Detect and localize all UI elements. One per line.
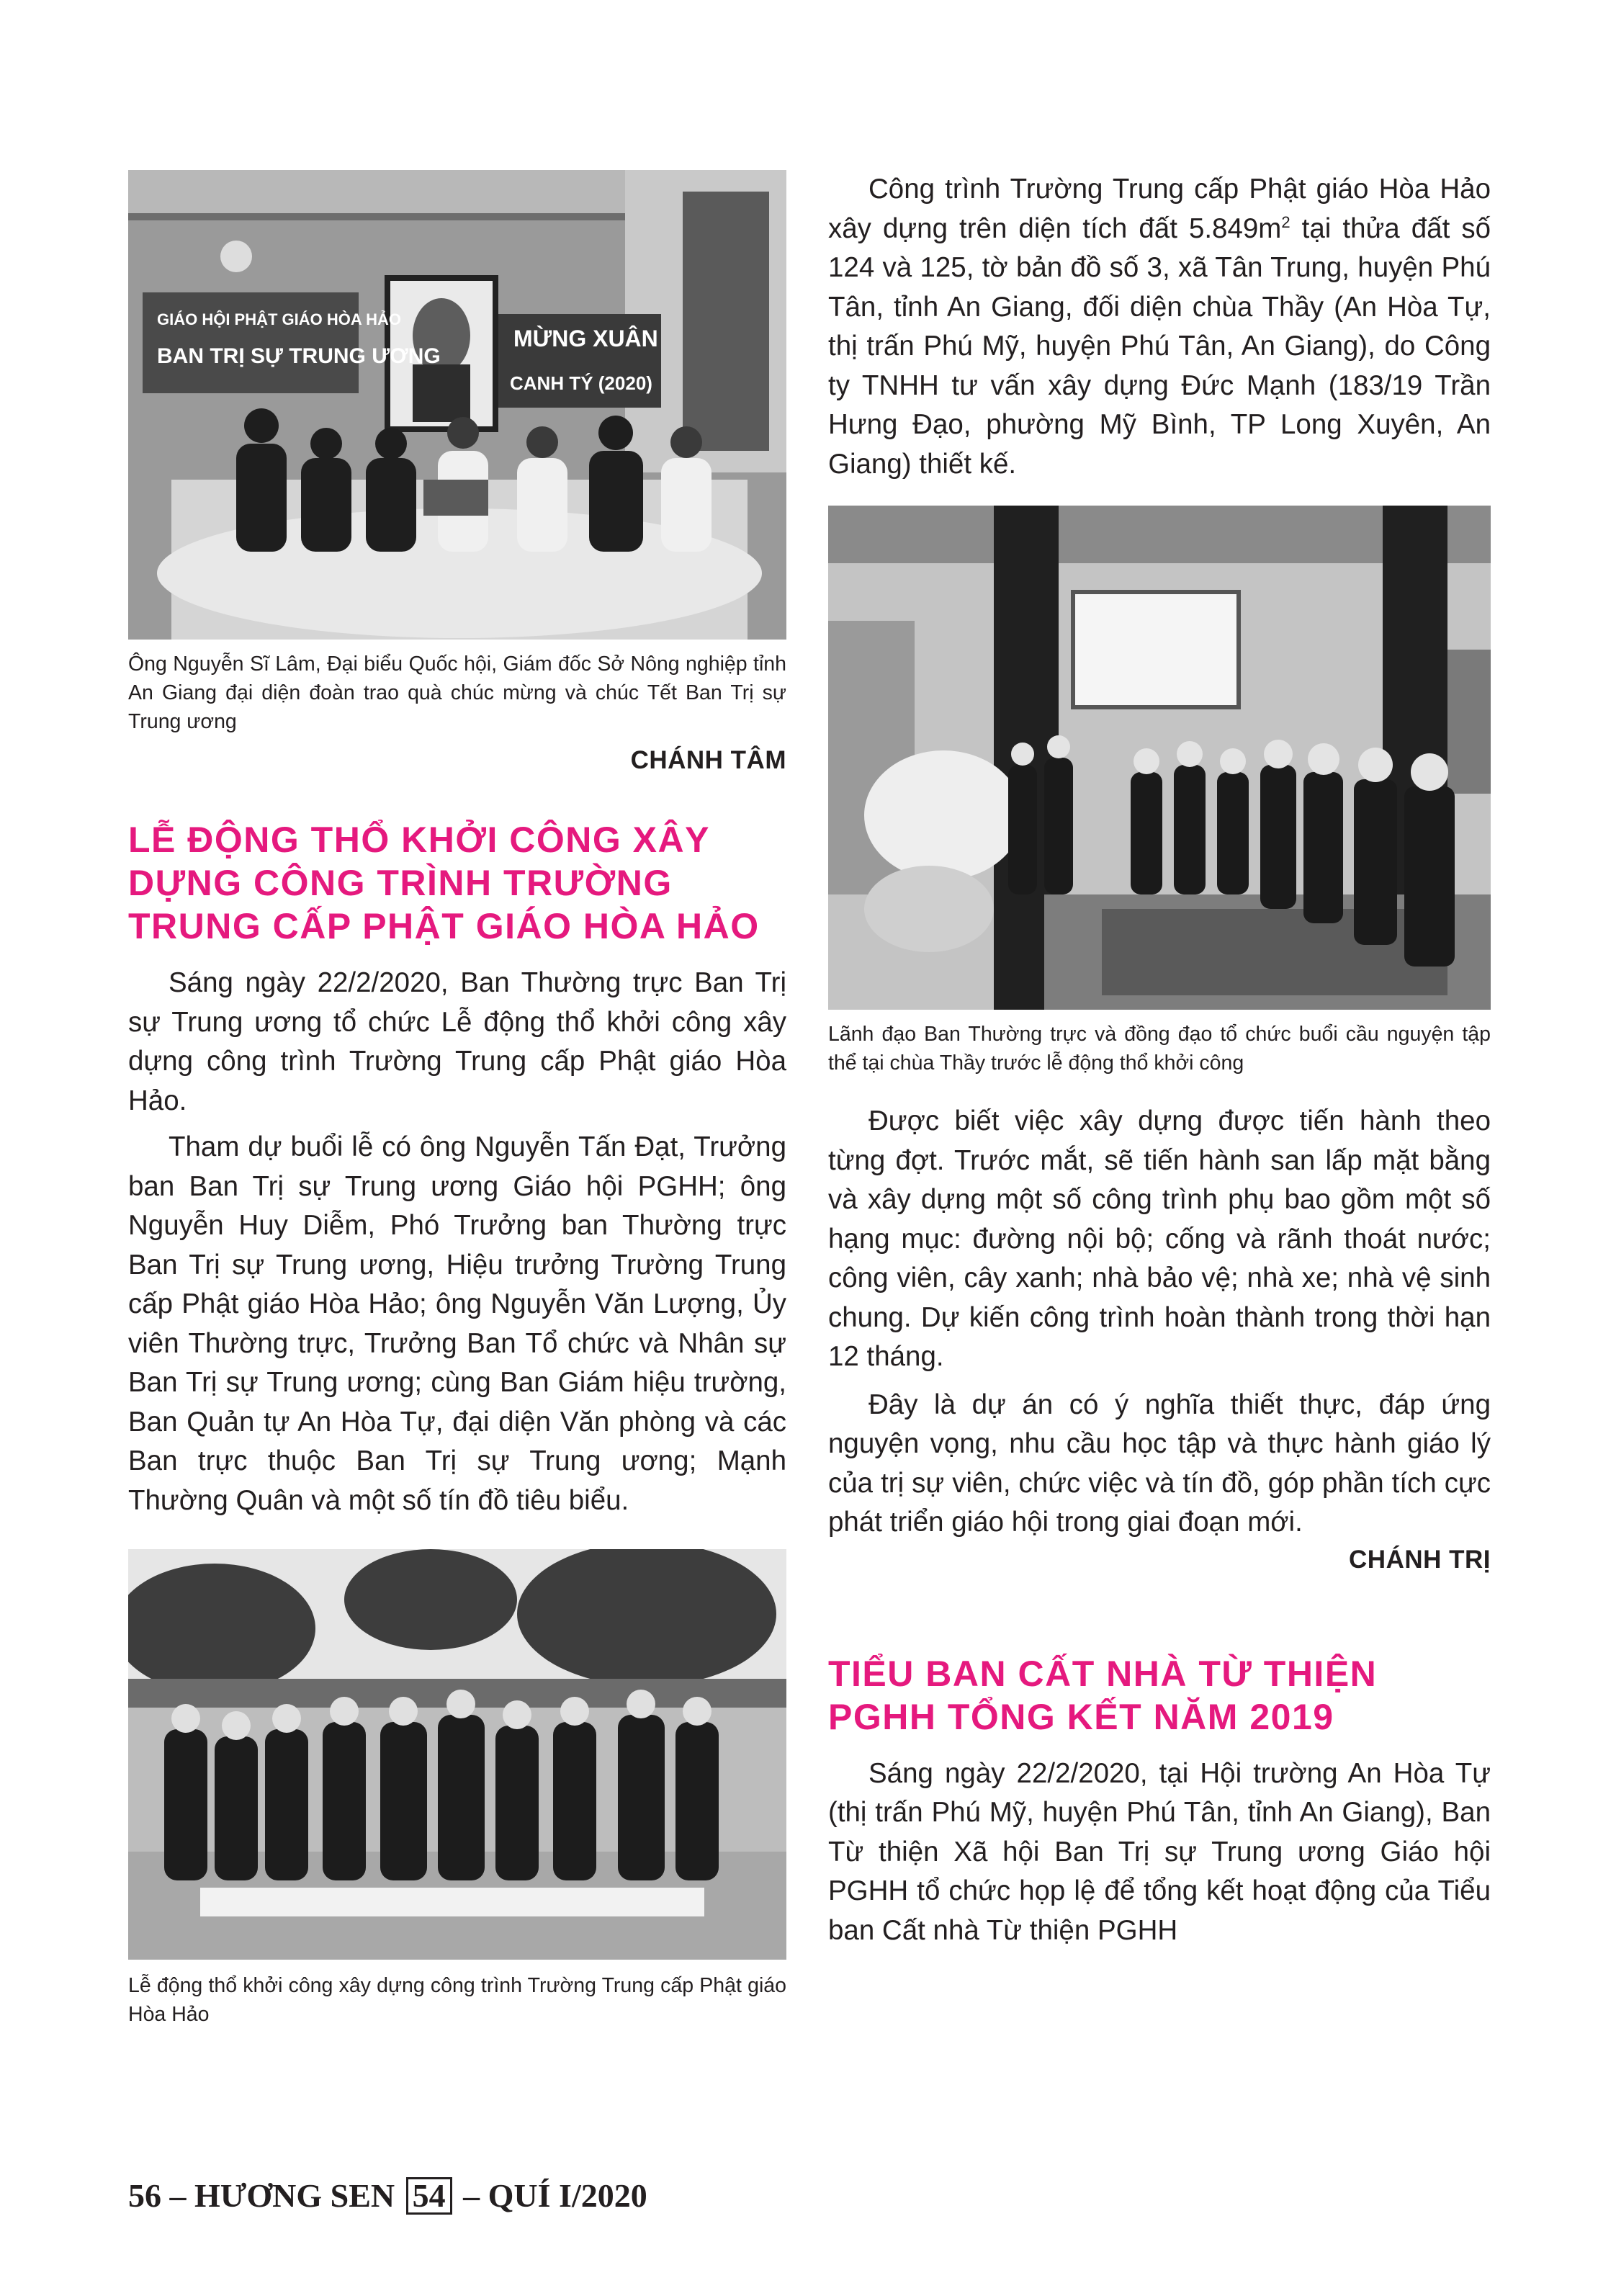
caption-reception: Ông Nguyễn Sĩ Lâm, Đại biểu Quốc hội, Giám đốc Sở Nông nghiệp tỉnh An Giang đại diện đoàn trao quà chúc mừng và chúc Tết Ban Trị sự Trung ương (128, 653, 786, 733)
banner-right-line2: CANH TÝ (2020) (510, 372, 652, 394)
paragraph-charity-meeting: Sáng ngày 22/2/2020, tại Hội trường An Hòa Tự (thị trấn Phú Mỹ, huyện Phú Tân, tỉnh An Giang), Ban Từ thiện Xã hội Ban Trị sự Trung ương Giáo hội PGHH tổ chức họp lệ để tổng kết hoạt động của Tiểu ban Cất nhà Từ thiện PGHH (828, 1757, 1491, 1946)
paragraph-attendees: Tham dự buổi lễ có ông Nguyễn Tấn Đạt, Trưởng ban Ban Trị sự Trung ương Giáo hội PGHH; ông Nguyễn Huy Diễm, Phó Trưởng ban Thường trực Ban Trị sự Trung ương, Hiệu trưởng Trường Trung cấp Phật giáo Hòa Hảo; ông Nguyễn Văn Lượng, Ủy viên Thường trực, Trưởng Ban Tổ chức và Nhân sự Ban Trị sự Trung ương; cùng Ban Giám hiệu trường, Ban Quản tự An Hòa Tự, đại diện Văn phòng và các Ban trực thuộc Ban Trị sự Trung ương; Mạnh Thường Quân và một số tín đồ tiêu biểu. (128, 1131, 786, 1516)
byline-chanh-tri: CHÁNH TRỊ (1349, 1545, 1491, 1574)
issue-number: 54 (406, 2177, 452, 2215)
footer-dash-2: – (463, 2177, 480, 2214)
project-details-text-b: tại thửa đất số 124 và 125, tờ bản đồ số 3, xã Tân Trung, huyện Phú Tân, tỉnh An Giang, đối diện chùa Thầy (An Hòa Tự, thị trấn Phú Mỹ, huyện Phú Tân, An Giang), do Công ty TNHH tư vấn xây dựng Đức Mạnh (183/19 Trần Hưng Đạo, phường Mỹ Bình, TP Long Xuyên, An Giang) thiết kế. (828, 212, 1491, 480)
page-footer (128, 2176, 647, 2215)
paragraph-construction-phases: Được biết việc xây dựng được tiến hành theo từng đợt. Trước mắt, sẽ tiến hành san lấp mặt bằng và xây dựng một số công trình phụ bao gồm một số hạng mục: đường nội bộ; cống và rãnh thoát nước; công viên, cây xanh; nhà bảo vệ; nhà xe; nhà vệ sinh chung. Dự kiến công trình hoàn thành trong thời hạn 12 tháng. (828, 1106, 1491, 1372)
banner-left-line2: BAN TRỊ SỰ TRUNG ƯƠNG (157, 344, 441, 368)
right-column (828, 170, 1491, 1950)
photo-prayer (828, 506, 1491, 1010)
banner-right-line1: MỪNG XUÂN (513, 326, 658, 351)
byline-chanh-tam: CHÁNH TÂM (630, 746, 786, 774)
headline-charity-housing: TIỂU BAN CẤT NHÀ TỪ THIỆN PGHH TỔNG KẾT NĂM 2019 (828, 1653, 1378, 1737)
caption-groundbreaking: Lễ động thổ khởi công xây dựng công trình Trường Trung cấp Phật giáo Hòa Hảo (128, 1974, 786, 2026)
paragraph-project-meaning: Đây là dự án có ý nghĩa thiết thực, đáp ứng nguyện vọng, nhu cầu học tập và thực hành giáo lý của trị sự viên, chức việc và tín đồ, góp phần tích cực phát triển giáo hội trong giai đoạn mới. (828, 1389, 1491, 1538)
left-column (128, 170, 786, 2029)
project-details-text-a: Công trình Trường Trung cấp Phật giáo Hòa Hảo xây dựng trên diện tích đất 5.849m (828, 174, 1491, 244)
headline-groundbreaking: LỄ ĐỘNG THỔ KHỞI CÔNG XÂY DỰNG CÔNG TRÌNH TRƯỜNG TRUNG CẤP PHẬT GIÁO HÒA HẢO (128, 820, 760, 946)
caption-prayer: Lãnh đạo Ban Thường trực và đồng đạo tổ chức buổi cầu nguyện tập thể tại chùa Thầy trước lễ động thổ khởi công (828, 1023, 1491, 1075)
banner-left-line1: GIÁO HỘI PHẬT GIÁO HÒA HẢO (157, 310, 401, 328)
page-number: 56 (128, 2177, 161, 2214)
issue-quarter: QUÍ I/2020 (488, 2177, 647, 2214)
photo-groundbreaking (128, 1549, 786, 1960)
paragraph-project-details (828, 170, 1491, 484)
magazine-title: HƯƠNG SEN (194, 2177, 395, 2214)
footer-dash-1: – (169, 2177, 187, 2214)
superscript-square: 2 (1281, 212, 1290, 231)
paragraph-groundbreaking-intro: Sáng ngày 22/2/2020, Ban Thường trực Ban Trị sự Trung ương tổ chức Lễ động thổ khởi công xây dựng công trình Trường Trung cấp Phật giáo Hòa Hảo. (128, 967, 786, 1116)
photo-reception (128, 170, 786, 640)
